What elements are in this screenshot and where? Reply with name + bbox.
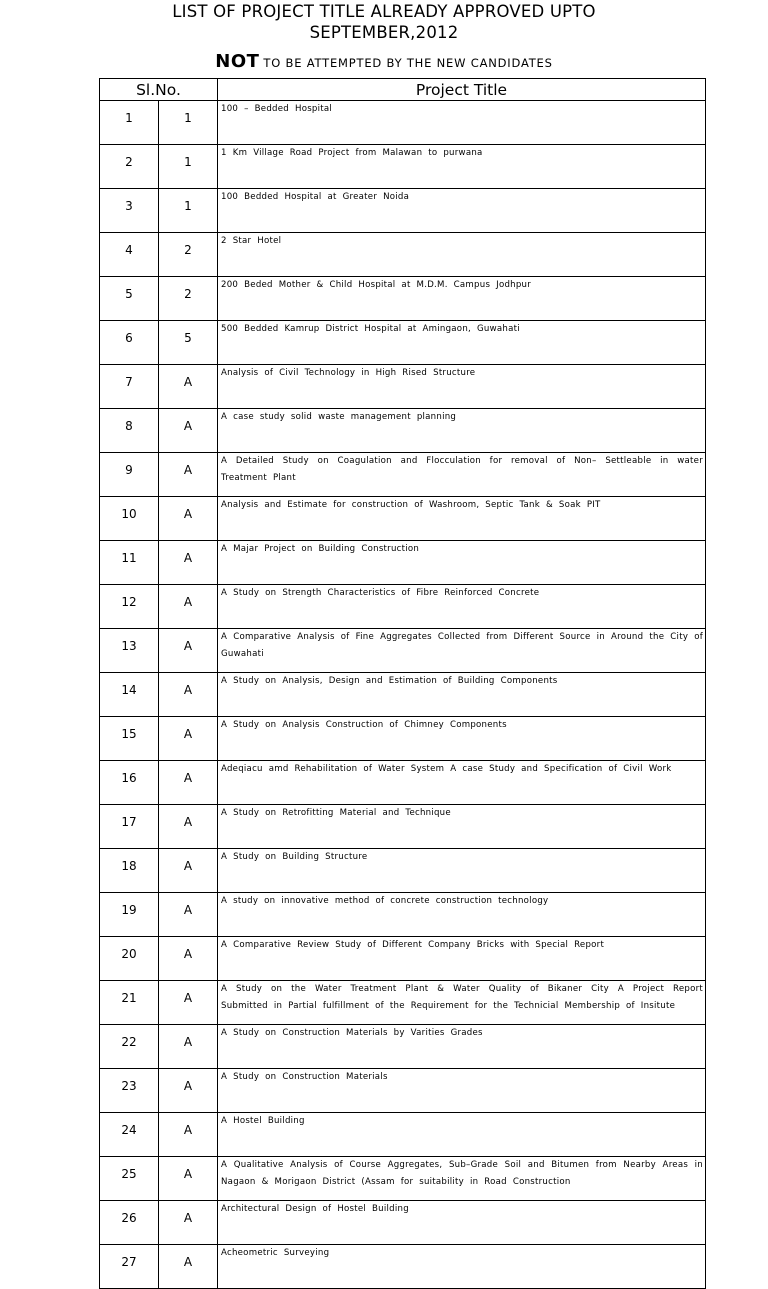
row-project-title: 2 Star Hotel bbox=[218, 233, 706, 277]
table-row bbox=[100, 1201, 706, 1245]
row-project-title: A Study on Analysis Construction of Chimney Components bbox=[218, 717, 706, 761]
subtitle-note: TO BE ATTEMPTED BY THE NEW CANDIDATES bbox=[263, 56, 553, 70]
table-row bbox=[100, 277, 706, 321]
row-serial-number: 27 bbox=[100, 1245, 159, 1289]
row-code: 2 bbox=[159, 277, 218, 321]
row-serial-number: 15 bbox=[100, 717, 159, 761]
row-project-title: 200 Beded Mother & Child Hospital at M.D.M. Campus Jodhpur bbox=[218, 277, 706, 321]
row-project-title: Architectural Design of Hostel Building bbox=[218, 1201, 706, 1245]
row-serial-number: 2 bbox=[100, 145, 159, 189]
table-row bbox=[100, 761, 706, 805]
row-serial-number: 5 bbox=[100, 277, 159, 321]
row-code: 1 bbox=[159, 145, 218, 189]
row-serial-number: 13 bbox=[100, 629, 159, 673]
table-row bbox=[100, 101, 706, 145]
row-project-title: A Study on Building Structure bbox=[218, 849, 706, 893]
row-serial-number: 10 bbox=[100, 497, 159, 541]
row-serial-number: 3 bbox=[100, 189, 159, 233]
table-row bbox=[100, 497, 706, 541]
table-row bbox=[100, 1245, 706, 1289]
row-serial-number: 22 bbox=[100, 1025, 159, 1069]
row-serial-number: 1 bbox=[100, 101, 159, 145]
table-row bbox=[100, 1069, 706, 1113]
row-project-title: A Qualitative Analysis of Course Aggregates, Sub–Grade Soil and Bitumen from Nearby Areas in Nagaon & Morigaon District (Assam for suitability in Road Construction bbox=[218, 1157, 706, 1201]
row-code: 1 bbox=[159, 189, 218, 233]
row-project-title: Analysis and Estimate for construction of Washroom, Septic Tank & Soak PIT bbox=[218, 497, 706, 541]
table-row bbox=[100, 981, 706, 1025]
table-row bbox=[100, 409, 706, 453]
row-project-title: 500 Bedded Kamrup District Hospital at Amingaon, Guwahati bbox=[218, 321, 706, 365]
row-code: A bbox=[159, 1157, 218, 1201]
document-title-date: SEPTEMBER,2012 bbox=[309, 23, 459, 42]
row-code: A bbox=[159, 585, 218, 629]
table-row bbox=[100, 189, 706, 233]
row-code: A bbox=[159, 1201, 218, 1245]
row-serial-number: 21 bbox=[100, 981, 159, 1025]
row-code: A bbox=[159, 629, 218, 673]
row-serial-number: 4 bbox=[100, 233, 159, 277]
row-serial-number: 24 bbox=[100, 1113, 159, 1157]
row-code: A bbox=[159, 1069, 218, 1113]
row-code: 2 bbox=[159, 233, 218, 277]
row-code: A bbox=[159, 937, 218, 981]
row-serial-number: 23 bbox=[100, 1069, 159, 1113]
project-title-table bbox=[99, 78, 706, 1289]
header-project-title: Project Title bbox=[218, 79, 706, 101]
row-code: A bbox=[159, 541, 218, 585]
row-project-title: A Study on Analysis, Design and Estimation of Building Components bbox=[218, 673, 706, 717]
table-row bbox=[100, 1025, 706, 1069]
row-project-title: A Study on Strength Characteristics of Fibre Reinforced Concrete bbox=[218, 585, 706, 629]
table-row bbox=[100, 145, 706, 189]
row-serial-number: 8 bbox=[100, 409, 159, 453]
row-project-title: A Majar Project on Building Construction bbox=[218, 541, 706, 585]
table-body bbox=[100, 101, 706, 1289]
table-row bbox=[100, 937, 706, 981]
table-row bbox=[100, 717, 706, 761]
table-row bbox=[100, 849, 706, 893]
document-subtitle bbox=[0, 51, 768, 72]
row-code: A bbox=[159, 1113, 218, 1157]
row-code: 1 bbox=[159, 101, 218, 145]
row-code: A bbox=[159, 805, 218, 849]
table-row bbox=[100, 233, 706, 277]
row-project-title: A Study on Construction Materials bbox=[218, 1069, 706, 1113]
header-sl-no: Sl.No. bbox=[100, 79, 218, 101]
row-code: A bbox=[159, 849, 218, 893]
table-row bbox=[100, 453, 706, 497]
row-project-title: A Study on Retrofitting Material and Technique bbox=[218, 805, 706, 849]
row-serial-number: 26 bbox=[100, 1201, 159, 1245]
row-code: A bbox=[159, 981, 218, 1025]
table-row bbox=[100, 673, 706, 717]
row-project-title: 1 Km Village Road Project from Malawan to purwana bbox=[218, 145, 706, 189]
row-serial-number: 18 bbox=[100, 849, 159, 893]
table-row bbox=[100, 541, 706, 585]
emphasis-not: NOT bbox=[215, 51, 260, 72]
row-serial-number: 20 bbox=[100, 937, 159, 981]
row-project-title: A case study solid waste management planning bbox=[218, 409, 706, 453]
row-serial-number: 12 bbox=[100, 585, 159, 629]
table-header-row bbox=[100, 79, 706, 101]
row-serial-number: 6 bbox=[100, 321, 159, 365]
row-project-title: 100 – Bedded Hospital bbox=[218, 101, 706, 145]
row-serial-number: 16 bbox=[100, 761, 159, 805]
document-title: LIST OF PROJECT TITLE ALREADY APPROVED UPTO bbox=[172, 2, 596, 21]
row-project-title: A study on innovative method of concrete construction technology bbox=[218, 893, 706, 937]
row-code: 5 bbox=[159, 321, 218, 365]
row-code: A bbox=[159, 717, 218, 761]
row-project-title: A Comparative Analysis of Fine Aggregates Collected from Different Source in Around the City of Guwahati bbox=[218, 629, 706, 673]
row-serial-number: 11 bbox=[100, 541, 159, 585]
table-row bbox=[100, 1113, 706, 1157]
row-serial-number: 9 bbox=[100, 453, 159, 497]
table-row bbox=[100, 585, 706, 629]
row-project-title: Acheometric Surveying bbox=[218, 1245, 706, 1289]
row-project-title: A Study on the Water Treatment Plant & Water Quality of Bikaner City A Project Report Submitted in Partial fulfillment of the Requirement for the Technicial Membership of Insitute bbox=[218, 981, 706, 1025]
row-code: A bbox=[159, 409, 218, 453]
row-code: A bbox=[159, 761, 218, 805]
row-serial-number: 7 bbox=[100, 365, 159, 409]
row-code: A bbox=[159, 1245, 218, 1289]
table-row bbox=[100, 365, 706, 409]
row-serial-number: 19 bbox=[100, 893, 159, 937]
row-code: A bbox=[159, 1025, 218, 1069]
row-serial-number: 25 bbox=[100, 1157, 159, 1201]
row-code: A bbox=[159, 893, 218, 937]
row-project-title: 100 Bedded Hospital at Greater Noida bbox=[218, 189, 706, 233]
row-project-title: A Hostel Building bbox=[218, 1113, 706, 1157]
table-row bbox=[100, 321, 706, 365]
row-code: A bbox=[159, 365, 218, 409]
row-serial-number: 14 bbox=[100, 673, 159, 717]
row-project-title: Analysis of Civil Technology in High Rised Structure bbox=[218, 365, 706, 409]
row-project-title: A Comparative Review Study of Different Company Bricks with Special Report bbox=[218, 937, 706, 981]
row-code: A bbox=[159, 453, 218, 497]
row-project-title: A Study on Construction Materials by Varities Grades bbox=[218, 1025, 706, 1069]
row-serial-number: 17 bbox=[100, 805, 159, 849]
row-code: A bbox=[159, 497, 218, 541]
row-project-title: A Detailed Study on Coagulation and Flocculation for removal of Non– Settleable in water Treatment Plant bbox=[218, 453, 706, 497]
row-code: A bbox=[159, 673, 218, 717]
table-row bbox=[100, 893, 706, 937]
table-row bbox=[100, 805, 706, 849]
table-row bbox=[100, 1157, 706, 1201]
table-row bbox=[100, 629, 706, 673]
row-project-title: Adeqiacu amd Rehabilitation of Water System A case Study and Specification of Civil Work bbox=[218, 761, 706, 805]
